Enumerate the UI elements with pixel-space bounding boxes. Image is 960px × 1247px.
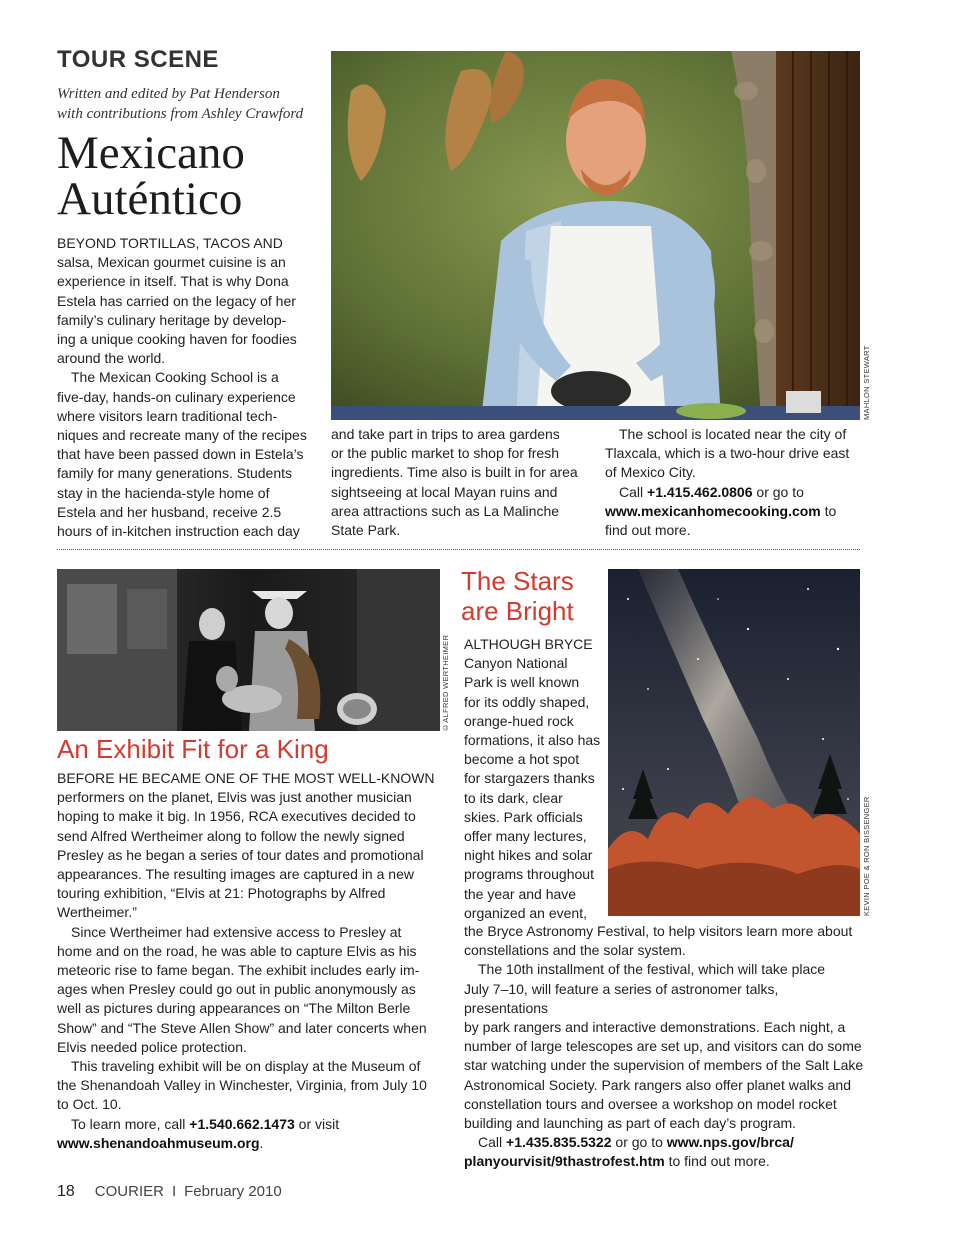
- text-line: BEFORE HE BECAME ONE OF THE MOST WELL-KNOWN: [57, 770, 435, 786]
- contact-line: [464, 1133, 864, 1152]
- text-line: hoping to make it big. In 1956, RCA executives decided to: [57, 808, 416, 825]
- elvis-photo: [57, 569, 440, 731]
- main-article-col2: [331, 425, 596, 540]
- stars-article-narrow: [464, 635, 604, 923]
- text-line: find out more.: [605, 522, 691, 539]
- magazine-name: COURIER: [94, 1183, 164, 1200]
- text-line: for stargazers thanks: [464, 770, 595, 787]
- text-line: Elvis needed police protection.: [57, 1038, 247, 1055]
- text-line: for its oddly shaped,: [464, 693, 590, 710]
- text-line: night hikes and solar: [464, 847, 593, 864]
- text-line: ALTHOUGH BRYCE: [464, 636, 593, 652]
- text-line: Tlaxcala, which is a two-hour drive east: [605, 445, 850, 462]
- text-line: The Mexican Cooking School is a: [71, 369, 279, 386]
- text-line: of Mexico City.: [605, 464, 696, 481]
- url-suffix: to find out more.: [664, 1153, 770, 1170]
- elvis-article-body: [57, 769, 447, 1153]
- text-line: salsa, Mexican gourmet cuisine is an: [57, 254, 286, 271]
- milky-way-photo: [608, 569, 860, 916]
- elvis-photo-credit: ©ALFRED WERTHEIMER: [441, 634, 450, 732]
- call-prefix: Call: [478, 1134, 507, 1151]
- text-line: ages when Presley could go out in public anonymously as: [57, 981, 416, 998]
- text-line: skies. Park officials: [464, 808, 583, 825]
- text-line: Presley as he began a series of tour dates and promotional: [57, 846, 424, 863]
- text-line: well as pictures during appearances on “The Milton Berle: [57, 1000, 411, 1017]
- text-line: send Alfred Wertheimer along to follow the newly signed: [57, 827, 405, 844]
- text-line: where visitors learn traditional tech-: [57, 407, 278, 424]
- text-line: the Shenandoah Valley in Winchester, Virginia, from July 10: [57, 1077, 427, 1094]
- text-line: orange-hued rock: [464, 712, 574, 729]
- byline: [57, 84, 337, 124]
- text-line: meteoric rise to fame began. The exhibit includes early im-: [57, 962, 420, 979]
- url-suffix: .: [259, 1134, 264, 1151]
- learn-middle: or visit: [294, 1115, 340, 1132]
- text-line: programs throughout: [464, 866, 594, 883]
- chef-photo: [331, 51, 860, 420]
- main-headline: [57, 127, 337, 225]
- stars-headline: [461, 566, 601, 626]
- text-line: and take part in trips to area gardens: [331, 426, 560, 442]
- stars-photo-credit: KEVIN POE & RON BISSENGER: [862, 796, 871, 916]
- headline-line: Mexicano: [57, 127, 245, 179]
- text-line: home and on the road, he was able to capture Elvis as his: [57, 942, 417, 959]
- text-line: July 7–10, will feature a series of astronomer talks, presentations: [464, 980, 779, 1016]
- chef-photo-illustration: [331, 51, 860, 420]
- text-line: offer many lectures,: [464, 828, 587, 845]
- text-line: area attractions such as La Malinche: [331, 502, 560, 519]
- text-line: ingredients. Time also is built in for area: [331, 464, 578, 481]
- text-line: Canyon National: [464, 655, 568, 672]
- text-line: formations, it also has: [464, 732, 601, 749]
- elvis-headline: An Exhibit Fit for a King: [57, 734, 329, 764]
- main-article-col1: [57, 234, 327, 541]
- text-line: star watching under the supervision of members of the Salt Lake: [464, 1057, 864, 1074]
- url-line: [57, 1134, 447, 1153]
- phone-number[interactable]: +1.415.462.0806: [647, 483, 753, 500]
- text-line: to Oct. 10.: [57, 1096, 122, 1113]
- text-line: performers on the planet, Elvis was just another musician: [57, 789, 412, 806]
- learn-prefix: To learn more, call: [71, 1115, 190, 1132]
- contact-line: [57, 1115, 447, 1134]
- headline-line: are Bright: [461, 596, 574, 626]
- text-line: ing a unique cooking haven for foodies: [57, 331, 297, 348]
- url-line: [464, 1152, 864, 1171]
- url-line: [605, 502, 863, 521]
- byline-line: Written and edited by Pat Henderson: [57, 86, 280, 102]
- text-line: constellation tours and oversee a workshop on model rocket: [464, 1095, 837, 1112]
- text-line: The 10th installment of the festival, which will take place: [478, 961, 826, 978]
- text-line: family for many generations. Students: [57, 465, 293, 482]
- url-suffix: to: [820, 502, 837, 519]
- text-line: constellations and the solar system.: [464, 942, 686, 959]
- milky-way-illustration: [608, 569, 860, 916]
- page-number: 18: [57, 1183, 75, 1200]
- text-line: become a hot spot: [464, 751, 580, 768]
- text-line: five-day, hands-on culinary experience: [57, 388, 296, 405]
- call-prefix: Call: [619, 483, 648, 500]
- website-link[interactable]: www.nps.gov/brca/: [666, 1134, 794, 1151]
- text-line: around the world.: [57, 350, 166, 367]
- text-line: stay in the hacienda-style home of: [57, 484, 270, 501]
- elvis-photo-illustration: [57, 569, 440, 731]
- section-tag: TOUR SCENE: [57, 46, 219, 73]
- text-line: Show” and “The Steve Allen Show” and later concerts when: [57, 1019, 427, 1036]
- text-line: Wertheimer.”: [57, 904, 137, 921]
- main-article-col3: [605, 425, 863, 540]
- text-line: Estela and her husband, receive 2.5: [57, 503, 282, 520]
- website-link-continued[interactable]: planyourvisit/9thastrofest.htm: [464, 1153, 665, 1170]
- issue-date: February 2010: [184, 1183, 282, 1200]
- text-line: experience in itself. That is why Dona: [57, 273, 289, 290]
- footer-separator: I: [171, 1183, 177, 1200]
- phone-number[interactable]: +1.435.835.5322: [506, 1134, 612, 1151]
- text-line: organized an event,: [464, 904, 587, 921]
- text-line: appearances. The resulting images are captured in a new: [57, 866, 414, 883]
- text-line: the Bryce Astronomy Festival, to help visitors learn more about: [464, 923, 853, 939]
- text-line: Estela has carried on the legacy of her: [57, 292, 296, 309]
- call-middle: or go to: [752, 483, 804, 500]
- text-line: or the public market to shop for fresh: [331, 445, 559, 462]
- call-middle: or go to: [611, 1134, 667, 1151]
- headline-line: Auténtico: [57, 173, 243, 225]
- text-line: the year and have: [464, 885, 577, 902]
- website-link[interactable]: www.mexicanhomecooking.com: [605, 502, 821, 519]
- website-link[interactable]: www.shenandoahmuseum.org: [57, 1134, 260, 1151]
- text-line: The school is located near the city of: [619, 426, 847, 442]
- text-line: Astronomical Society. Park rangers also offer planet walks and: [464, 1076, 852, 1093]
- phone-number[interactable]: +1.540.662.1473: [189, 1115, 295, 1132]
- headline-line: The Stars: [461, 566, 574, 596]
- text-line: State Park.: [331, 522, 401, 539]
- contact-line: [605, 483, 863, 502]
- text-line: touring exhibition, “Elvis at 21: Photographs by Alfred: [57, 885, 386, 902]
- text-line: to its dark, clear: [464, 789, 563, 806]
- text-line: that have been passed down in Estela’s: [57, 446, 304, 463]
- text-line: Since Wertheimer had extensive access to Presley at: [71, 923, 402, 940]
- section-divider: [57, 549, 860, 550]
- stars-article-wide: [464, 922, 864, 1172]
- text-line: sightseeing at local Mayan ruins and: [331, 483, 558, 500]
- text-line: niques and recreate many of the recipes: [57, 427, 307, 444]
- text-line: by park rangers and interactive demonstrations. Each night, a: [464, 1019, 846, 1036]
- text-line: number of large telescopes are set up, and visitors can do some: [464, 1038, 862, 1055]
- text-line: Park is well known: [464, 674, 580, 691]
- text-line: building and launching as part of each day’s program.: [464, 1115, 797, 1132]
- text-line: family’s culinary heritage by develop-: [57, 311, 287, 328]
- text-line: hours of in-kitchen instruction each day: [57, 523, 300, 540]
- page-footer: [57, 1183, 282, 1201]
- text-line: This traveling exhibit will be on display at the Museum of: [71, 1058, 421, 1075]
- byline-line: with contributions from Ashley Crawford: [57, 106, 304, 122]
- chef-photo-credit: MAHLON STEWART: [862, 345, 871, 420]
- text-line: BEYOND TORTILLAS, TACOS AND: [57, 235, 283, 251]
